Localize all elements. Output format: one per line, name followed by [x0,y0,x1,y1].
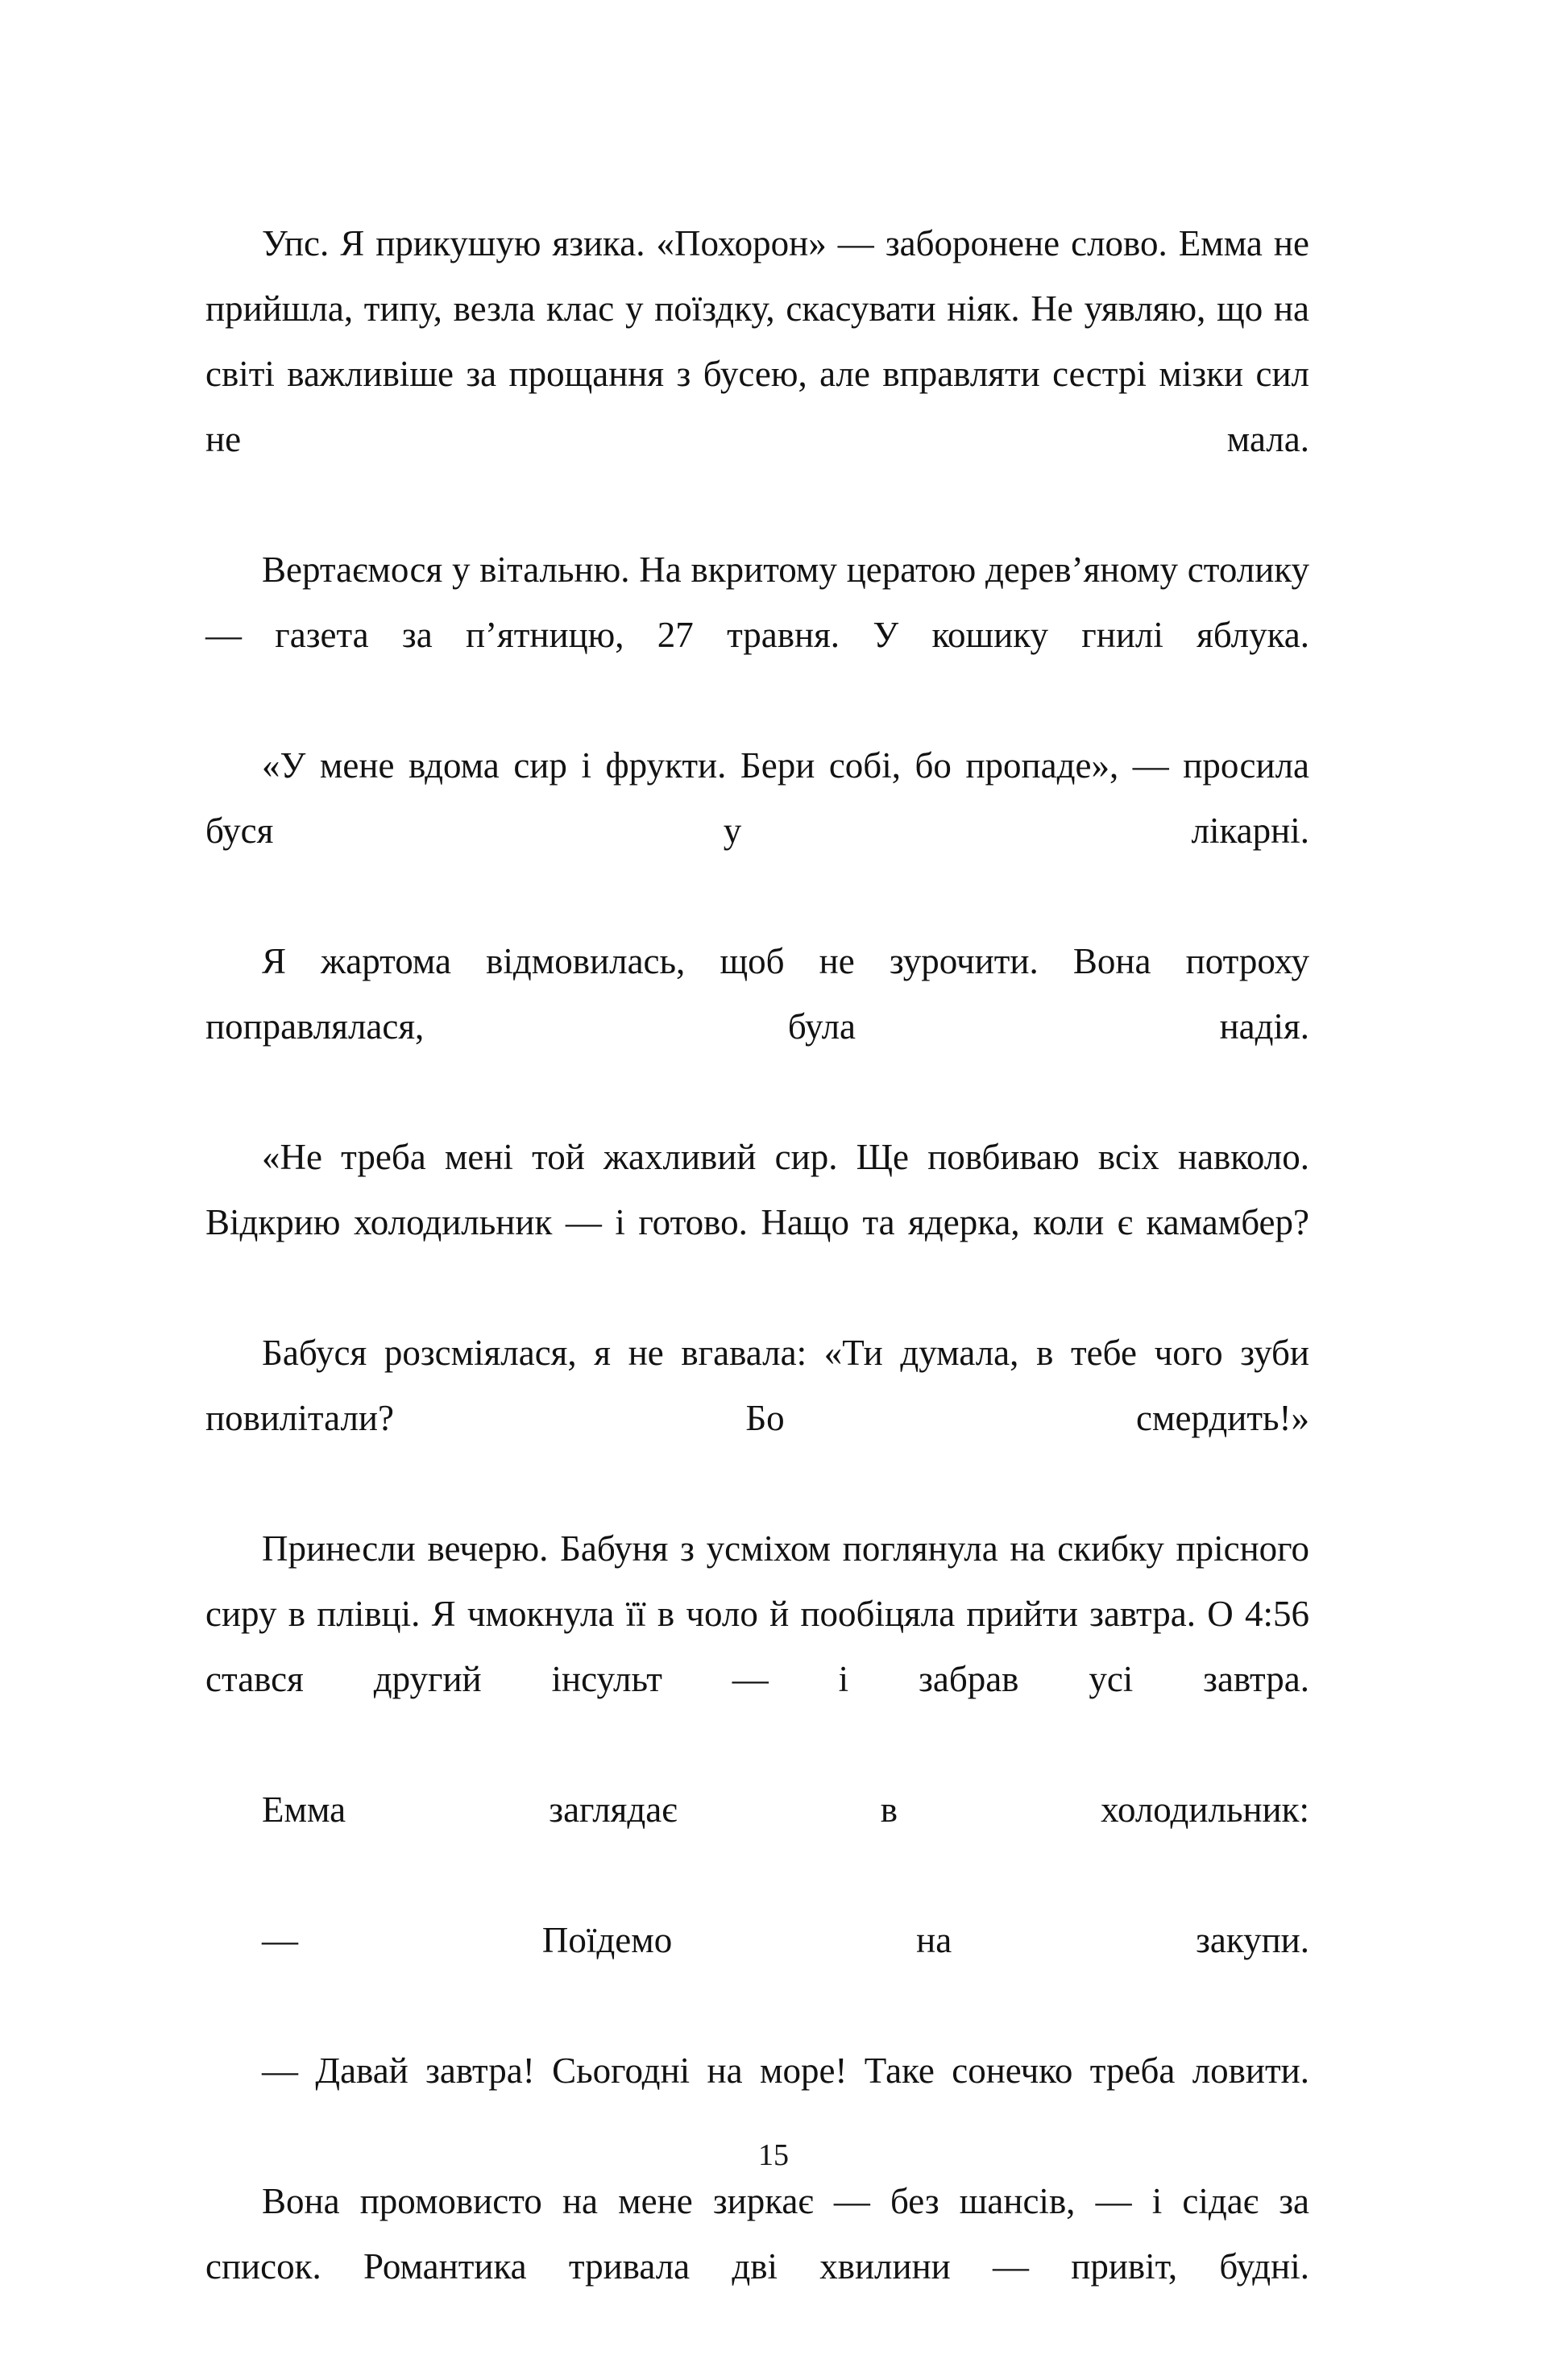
paragraph: Я жартома відмовилась, щоб не зурочити. Вона потроху поправлялася, була надія. [205,941,1309,1047]
paragraph: Бабуся розсміялася, я не вгавала: «Ти думала, в тебе чого зуби повилітали? Бо смердить!» [205,1333,1309,1438]
paragraph: «Не треба мені той жахливий сир. Ще повбиваю всіх навколо. Відкрию холодильник — і готово. Нащо та ядерка, коли є камамбер? [205,1137,1309,1242]
paragraph: — Давай завтра! Сьогодні на море! Таке сонечко треба ловити. [262,2050,1309,2091]
paragraph: Принесли вечерю. Бабуня з усміхом поглянула на скибку прісного сиру в плівці. Я чмокнула її в чоло й пообіцяла прийти завтра. О 4:56 стався другий інсульт — і забрав усі завтра. [205,1528,1309,1699]
paragraph: — Поїдемо на закупи. [262,1920,1309,1960]
page-text-block [205,211,1309,2365]
page-number: 15 [758,2138,789,2172]
paragraph: Упс. Я прикушую язика. «Похорон» — заборонене слово. Емма не прийшла, типу, везла клас у поїздку, скасувати ніяк. Не уявляю, що на світі важливіше за прощання з бусею, але вправляти сестрі мізки сил не мала. [205,223,1309,459]
paragraph: «У мене вдома сир і фрукти. Бери собі, бо пропаде», — просила буся у лікарні. [205,745,1309,851]
paragraph: Емма заглядає в холодильник: [262,1789,1309,1830]
paragraph: Вона промовисто на мене зиркає — без шансів, — і сідає за список. Романтика тривала дві хвилини — привіт, будні. [205,2181,1309,2287]
paragraph: Вертаємося у вітальню. На вкритому цератою дерев’яному столику — газета за п’ятницю, 27 травня. У кошику гнилі яблука. [205,549,1309,655]
